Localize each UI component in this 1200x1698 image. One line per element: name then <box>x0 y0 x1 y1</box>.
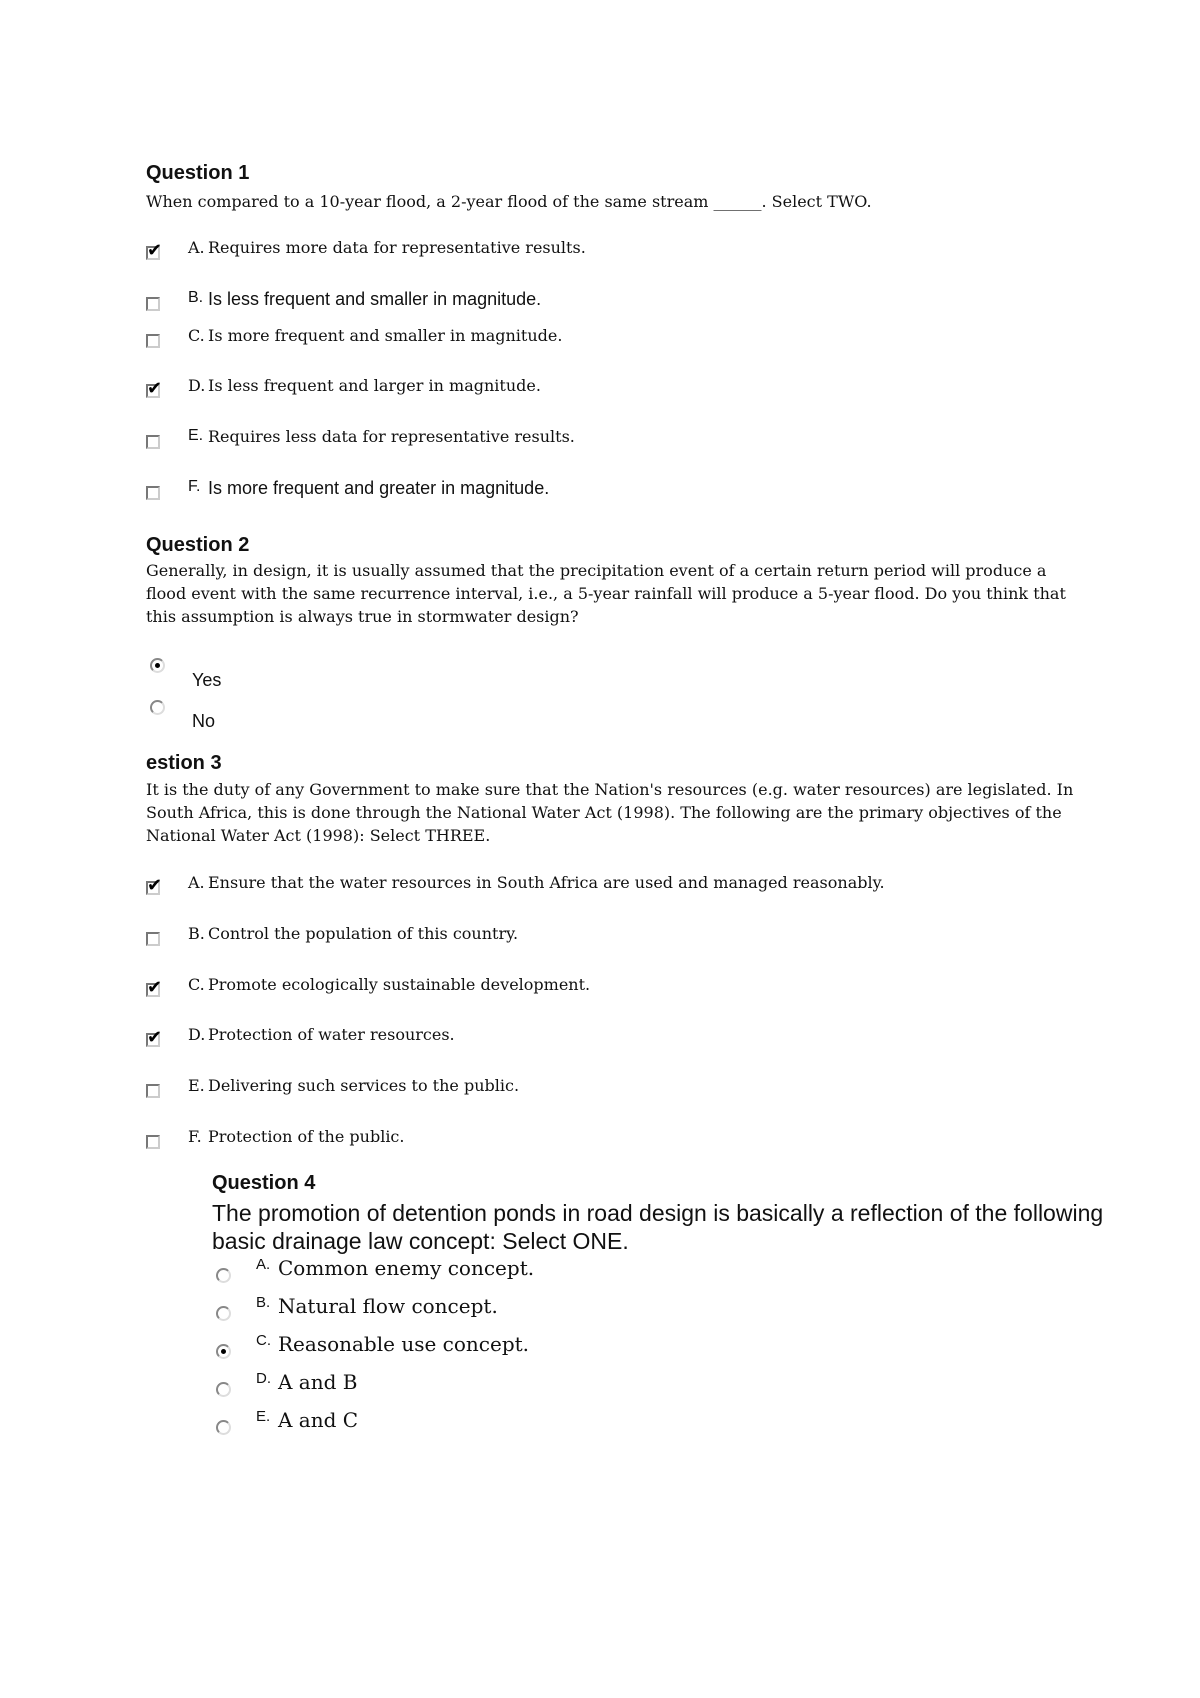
q3-option-c[interactable] <box>146 975 1146 1003</box>
q1-option-b-checkbox[interactable] <box>146 297 160 311</box>
q3-option-c-letter: C. <box>188 975 205 994</box>
q3-option-e-text: Delivering such services to the public. <box>208 1076 520 1095</box>
q1-option-e-checkbox[interactable] <box>146 435 160 449</box>
q4-option-c[interactable] <box>216 1332 816 1366</box>
q3-option-e[interactable] <box>146 1076 1146 1104</box>
q1-option-a[interactable] <box>146 238 1146 266</box>
q1-option-b-text: Is less frequent and smaller in magnitude. <box>208 289 542 309</box>
q3-option-d-letter: D. <box>188 1025 206 1044</box>
q3-option-a-text: Ensure that the water resources in South Africa are used and managed reasonably. <box>208 873 885 892</box>
q1-option-e-letter: E. <box>188 427 204 444</box>
q4-option-d-text: A and B <box>278 1370 358 1394</box>
q1-option-a-text: Requires more data for representative results. <box>208 238 586 257</box>
q1-option-a-checkbox[interactable] <box>146 240 163 261</box>
q4-option-e-letter: E. <box>256 1408 271 1425</box>
question-2-text: Generally, in design, it is usually assumed that the precipitation event of a certain return period will produce a flood event with the same recurrence interval, i.e., a 5-year rainfall will produce a 5-year flood. Do you think that this assumption is always true in stormwater design? <box>146 561 1066 626</box>
q1-option-f-text: Is more frequent and greater in magnitude. <box>208 478 550 498</box>
q3-option-a-letter: A. <box>188 873 205 892</box>
q3-option-c-checkbox[interactable] <box>146 977 163 998</box>
q3-option-b-letter: B. <box>188 924 205 943</box>
question-4-title: Question 4 <box>212 1172 316 1194</box>
q3-option-b-checkbox[interactable] <box>146 932 160 946</box>
q3-option-d-text: Protection of water resources. <box>208 1025 455 1044</box>
q4-option-b-letter: B. <box>256 1294 271 1311</box>
q4-option-d-letter: D. <box>256 1370 271 1387</box>
q1-option-f-letter: F. <box>188 478 201 495</box>
q4-option-e-radio[interactable] <box>216 1420 231 1435</box>
q3-option-e-checkbox[interactable] <box>146 1084 160 1098</box>
question-1-title: Question 1 <box>146 162 250 184</box>
q1-option-e-text: Requires less data for representative results. <box>208 427 575 446</box>
checkmark-icon: ✔ <box>147 977 163 998</box>
q4-option-d[interactable] <box>216 1370 816 1404</box>
q1-option-d-checkbox[interactable] <box>146 378 163 399</box>
question-3-text: It is the duty of any Government to make sure that the Nation's resources (e.g. water resources) are legislated. In South Africa, this is done through the National Water Act (1998). The following are the primary objectives of the National Water Act (1998): Select THREE. <box>146 780 1074 845</box>
q4-option-a-radio[interactable] <box>216 1268 231 1283</box>
q3-option-e-letter: E. <box>188 1076 205 1095</box>
q1-option-b[interactable] <box>146 289 1146 317</box>
q4-option-a-text: Common enemy concept. <box>278 1256 535 1280</box>
question-4-text: The promotion of detention ponds in road design is basically a reflection of the following basic drainage law concept: Select ONE. <box>212 1200 1104 1254</box>
q3-option-f-checkbox[interactable] <box>146 1135 160 1149</box>
q3-option-f-letter: F. <box>188 1127 202 1146</box>
q2-no-radio[interactable] <box>150 700 165 715</box>
checkmark-icon: ✔ <box>147 1027 163 1048</box>
q4-option-e[interactable] <box>216 1408 816 1442</box>
question-2-title: Question 2 <box>146 534 250 556</box>
q1-option-d-text: Is less frequent and larger in magnitude. <box>208 376 541 395</box>
q3-option-f-text: Protection of the public. <box>208 1127 405 1146</box>
q3-option-d-checkbox[interactable] <box>146 1027 163 1048</box>
q4-option-b-text: Natural flow concept. <box>278 1294 498 1318</box>
q1-option-c-text: Is more frequent and smaller in magnitude. <box>208 326 563 345</box>
q1-option-a-letter: A. <box>188 238 205 257</box>
q1-option-c[interactable] <box>146 326 1146 354</box>
q3-option-a-checkbox[interactable] <box>146 875 163 896</box>
q3-option-a[interactable] <box>146 873 1146 901</box>
q2-yes-radio[interactable] <box>150 658 165 673</box>
q1-option-c-checkbox[interactable] <box>146 334 160 348</box>
q1-option-b-letter: B. <box>188 289 204 306</box>
q4-option-a-letter: A. <box>256 1256 271 1273</box>
question-3-title: estion 3 <box>146 752 222 774</box>
q3-option-f[interactable] <box>146 1127 1146 1155</box>
q2-no-label[interactable]: No <box>192 711 216 731</box>
q3-option-b-text: Control the population of this country. <box>208 924 519 943</box>
checkmark-icon: ✔ <box>147 875 163 896</box>
q4-option-b-radio[interactable] <box>216 1306 231 1321</box>
q1-option-d-letter: D. <box>188 376 206 395</box>
q3-option-c-text: Promote ecologically sustainable development. <box>208 975 591 994</box>
q1-option-e[interactable] <box>146 427 1146 455</box>
q2-yes-label[interactable]: Yes <box>192 670 222 690</box>
q4-option-e-text: A and C <box>278 1408 359 1432</box>
q3-option-d[interactable] <box>146 1025 1146 1053</box>
checkmark-icon: ✔ <box>147 378 163 399</box>
q4-option-c-text: Reasonable use concept. <box>278 1332 530 1356</box>
q1-option-f[interactable] <box>146 478 1146 506</box>
q1-option-c-letter: C. <box>188 326 205 345</box>
q1-option-f-checkbox[interactable] <box>146 486 160 500</box>
q4-option-c-letter: C. <box>256 1332 271 1349</box>
q1-option-d[interactable] <box>146 376 1146 404</box>
q3-option-b[interactable] <box>146 924 1146 952</box>
checkmark-icon: ✔ <box>147 240 163 261</box>
q4-option-b[interactable] <box>216 1294 816 1328</box>
q4-option-c-radio[interactable] <box>216 1344 231 1359</box>
q4-option-a[interactable] <box>216 1256 816 1290</box>
question-1-text: When compared to a 10-year flood, a 2-year flood of the same stream ______. Select TWO. <box>146 192 872 211</box>
q4-option-d-radio[interactable] <box>216 1382 231 1397</box>
